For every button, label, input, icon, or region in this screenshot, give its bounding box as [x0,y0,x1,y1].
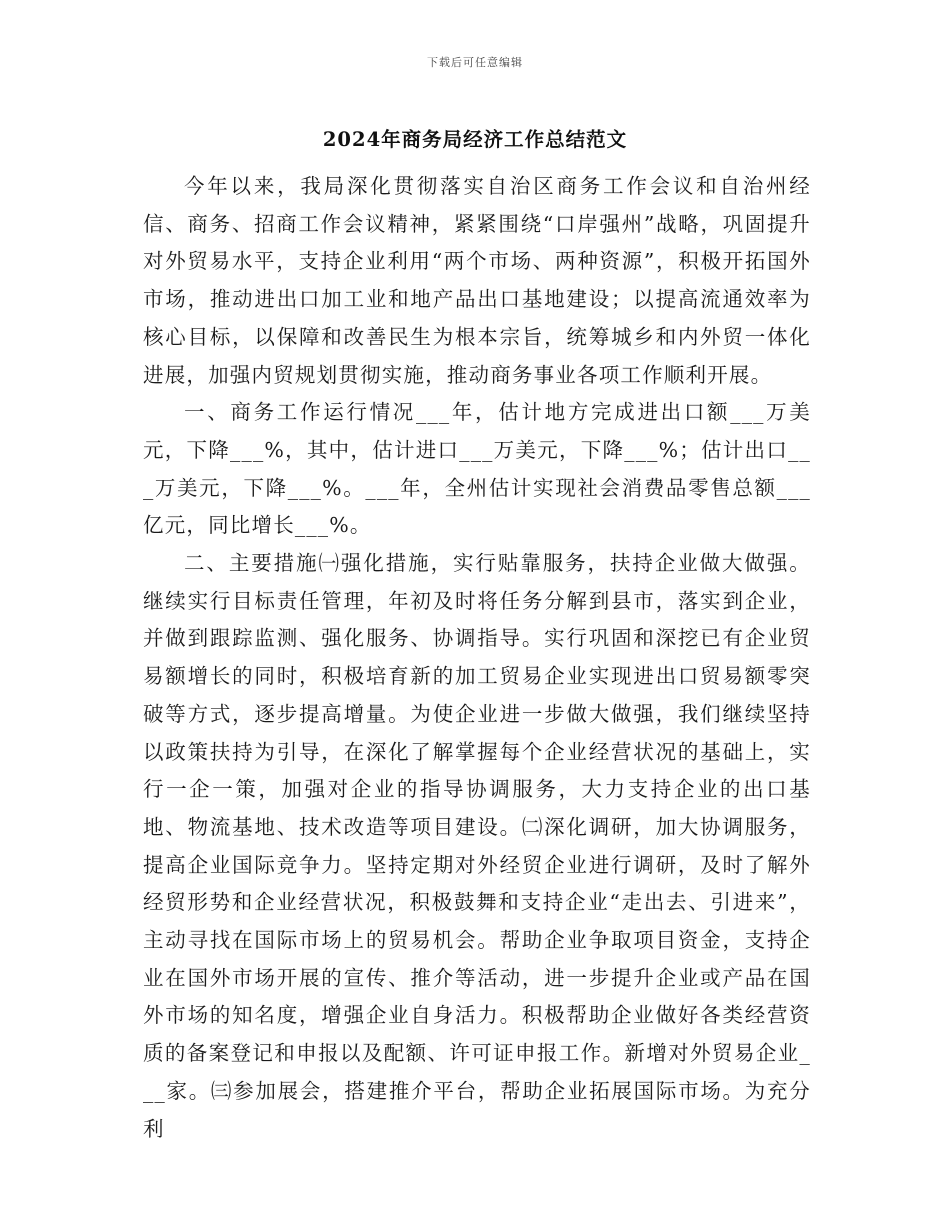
document-body [143,168,811,1148]
document-title: 2024年商务局经济工作总结范文 [322,128,628,151]
paragraph-operations: 一、商务工作运行情况___年，估计地方完成进出口额___万美元，下降___%，其中，估计进口___万美元，下降___%；估计出口___万美元，下降___%。___年，全州估计实现社会消费品零售总额___亿元，同比增长___%。 [143,400,811,538]
paragraph-intro: 今年以来，我局深化贯彻落实自治区商务工作会议和自治州经信、商务、招商工作会议精神，紧紧围绕“口岸强州”战略，巩固提升对外贸易水平，支持企业利用“两个市场、两种资源”，积极开拓国外市场，推动进出口加工业和地产品出口基地建设；以提高流通效率为核心目标，以保障和改善民生为根本宗旨，统筹城乡和内外贸一体化进展，加强内贸规划贯彻实施，推动商务事业各项工作顺利开展。 [143,174,811,387]
paragraph-measures: 二、主要措施㈠强化措施，实行贴靠服务，扶持企业做大做强。继续实行目标责任管理，年初及时将任务分解到县市，落实到企业，并做到跟踪监测、强化服务、协调指导。实行巩固和深挖已有企业贸易额增长的同时，积极培育新的加工贸易企业实现进出口贸易额零突破等方式，逐步提高增量。为使企业进一步做大做强，我们继续坚持以政策扶持为引导，在深化了解掌握每个企业经营状况的基础上，实行一企一策，加强对企业的指导协调服务，大力支持企业的出口基地、物流基地、技术改造等项目建设。㈡深化调研，加大协调服务，提高企业国际竞争力。坚持定期对外经贸企业进行调研，及时了解外经贸形势和企业经营状况，积极鼓舞和支持企业“走出去、引进来”，主动寻找在国际市场上的贸易机会。帮助企业争取项目资金，支持企业在国外市场开展的宣传、推介等活动，进一步提升企业或产品在国外市场的知名度，增强企业自身活力。积极帮助企业做好各类经营资质的备案登记和申报以及配额、许可证申报工作。新增对外贸易企业___家。㈢参加展会，搭建推介平台，帮助企业拓展国际市场。为充分利 [143,551,811,1141]
header-note: 下载后可任意编辑 [427,56,523,69]
